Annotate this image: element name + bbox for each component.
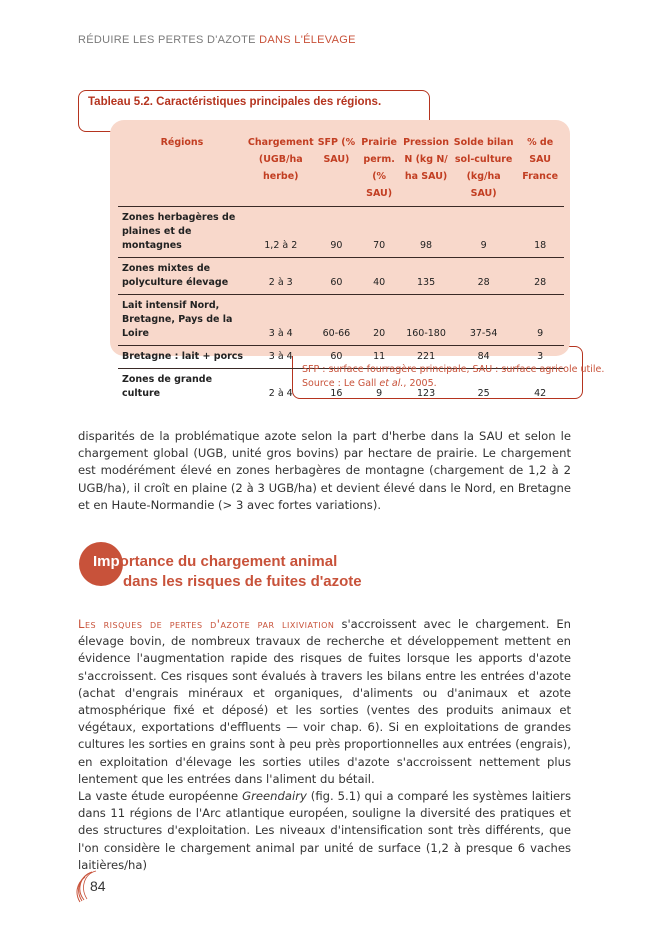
cell-chargement: 2 à 4 [268,388,293,399]
cell-solde: 9 [451,207,516,258]
header-sau-france: % de SAU France [516,134,564,207]
table-header-row [118,134,564,207]
paragraph-lixiviation [78,616,571,788]
section-title-rest: ortance du chargement animal [119,553,338,570]
cell-sau: 42 [534,388,547,399]
cell-region: Bretagne : lait + porcs [118,346,246,369]
cell-solde: 37-54 [451,295,516,346]
source-prefix: Source : Le Gall [302,378,380,389]
paragraph-greendairy-italic: Greendairy [242,789,307,803]
cell-sfp: 60 [316,346,358,369]
header-chargement: Chargement (UGB/ha herbe) [246,134,316,207]
cell-sau: 3 [516,346,564,369]
header-pression: Pression N (kg N/ ha SAU) [401,134,451,207]
running-header-accent: DANS L'ÉLEVAGE [259,34,356,46]
paragraph-intro: disparités de la problématique azote selon la part d'herbe dans la SAU et selon le chargement global (UGB, unité gros bovins) par hectare de prairie. Le chargement est modérément élevé en zones herbagères de montagne (chargement de 1,2 à 2 UGB/ha), il croît en plaine (2 à 3 UGB/ha) et devient élevé dans le Nord, en Bretagne et en Haute-Normandie (> 3 avec fortes variations). [78,429,571,512]
paragraph-greendairy-prefix: La vaste étude européenne [78,789,243,803]
table-row [118,258,564,295]
cell-pression: 123 [416,388,436,399]
cell-prairie: 40 [357,258,401,295]
header-solde: Solde bilan sol-culture (kg/ha SAU) [451,134,516,207]
page-number: 84 [90,878,106,894]
running-header-main: RÉDUIRE LES PERTES D'AZOTE [78,34,260,46]
cell-sfp: 90 [316,207,358,258]
paragraph-greendairy-text: (fig. 5.1) qui a comparé les systèmes laitiers dans 11 régions de l'Arc atlantique européen, souligne la diversité des pratiques et des structures d'exploitation. Les niveaux d'intensification sont très différents, que l'on considère le chargement animal par unité de surface (1,2 à presque 6 vaches laitières/ha) [78,789,571,872]
cell-sau: 18 [516,207,564,258]
table-note-abbreviations: SFP : surface fourragère principale, SAU : surface agricole utile. [302,364,605,375]
cell-region: Zones herbagères de plaines et de montagnes [118,207,246,258]
cell-prairie: 9 [376,388,383,399]
cell-sfp: 16 [330,388,343,399]
running-header [78,34,356,46]
header-prairie: Prairie perm. (% SAU) [357,134,401,207]
table-row [118,295,564,346]
source-italic: et al. [379,378,404,389]
cell-sfp: 60 [316,258,358,295]
cell-sau: 28 [516,258,564,295]
cell-solde: 28 [451,258,516,295]
table-row [118,207,564,258]
cell-prairie: 70 [357,207,401,258]
cell-chargement: 1,2 à 2 [246,207,316,258]
section-title-line2: dans les risques de fuites d'azote [123,573,362,590]
cell-solde: 84 [451,346,516,369]
header-regions: Régions [118,134,246,207]
cell-chargement: 2 à 3 [246,258,316,295]
table-caption: Tableau 5.2. Caractéristiques principales des régions. [88,96,382,108]
cell-pression: 135 [401,258,451,295]
cell-pression: 160-180 [401,295,451,346]
header-sfp: SFP (% SAU) [316,134,358,207]
cell-chargement: 3 à 4 [246,346,316,369]
table-note-source [302,377,604,391]
cell-prairie: 11 [357,346,401,369]
cell-sau: 9 [516,295,564,346]
cell-prairie: 20 [357,295,401,346]
cell-solde: 25 [477,388,490,399]
cell-chargement: 3 à 4 [246,295,316,346]
paragraph-greendairy [78,788,571,874]
cell-pression: 98 [401,207,451,258]
cell-region: Zones mixtes de polyculture élevage [118,258,246,295]
cell-pression: 221 [401,346,451,369]
section-title-first: Imp [93,553,120,570]
paragraph-lead: Les risques de pertes d'azote par lixiviation [78,617,335,631]
table-note [302,363,604,391]
cell-region: Lait intensif Nord, Bretagne, Pays de la Loire [118,295,246,346]
source-suffix: , 2005. [403,378,437,389]
cell-region: Zones de grande culture [122,374,213,399]
cell-sfp: 60-66 [316,295,358,346]
section-title [93,552,362,592]
paragraph-lixiviation-text: s'accroissent avec le chargement. En élevage bovin, de nombreux travaux de recherche et développement mettent en évidence l'augmentation rapide des risques de fuites lorsque les apports d'azote s'accroissent. Ces risques sont évalués à travers les bilans entre les entrées d'azote (achat d'engrais minéraux et organiques, d'aliments ou d'animaux et azote atmosphérique fixé et déposé) et les sorties (ventes des produits animaux et végétaux, exportations d'effluents — voir chap. 6). Si en exploitations de grandes cultures les sorties en grains sont à peu près proportionnelles aux entrées (engrais), en exploitation d'élevage les sorties utiles d'azote s'accroissent nettement plus lentement que les entrées dans l'aliment du bétail. [78,617,571,786]
